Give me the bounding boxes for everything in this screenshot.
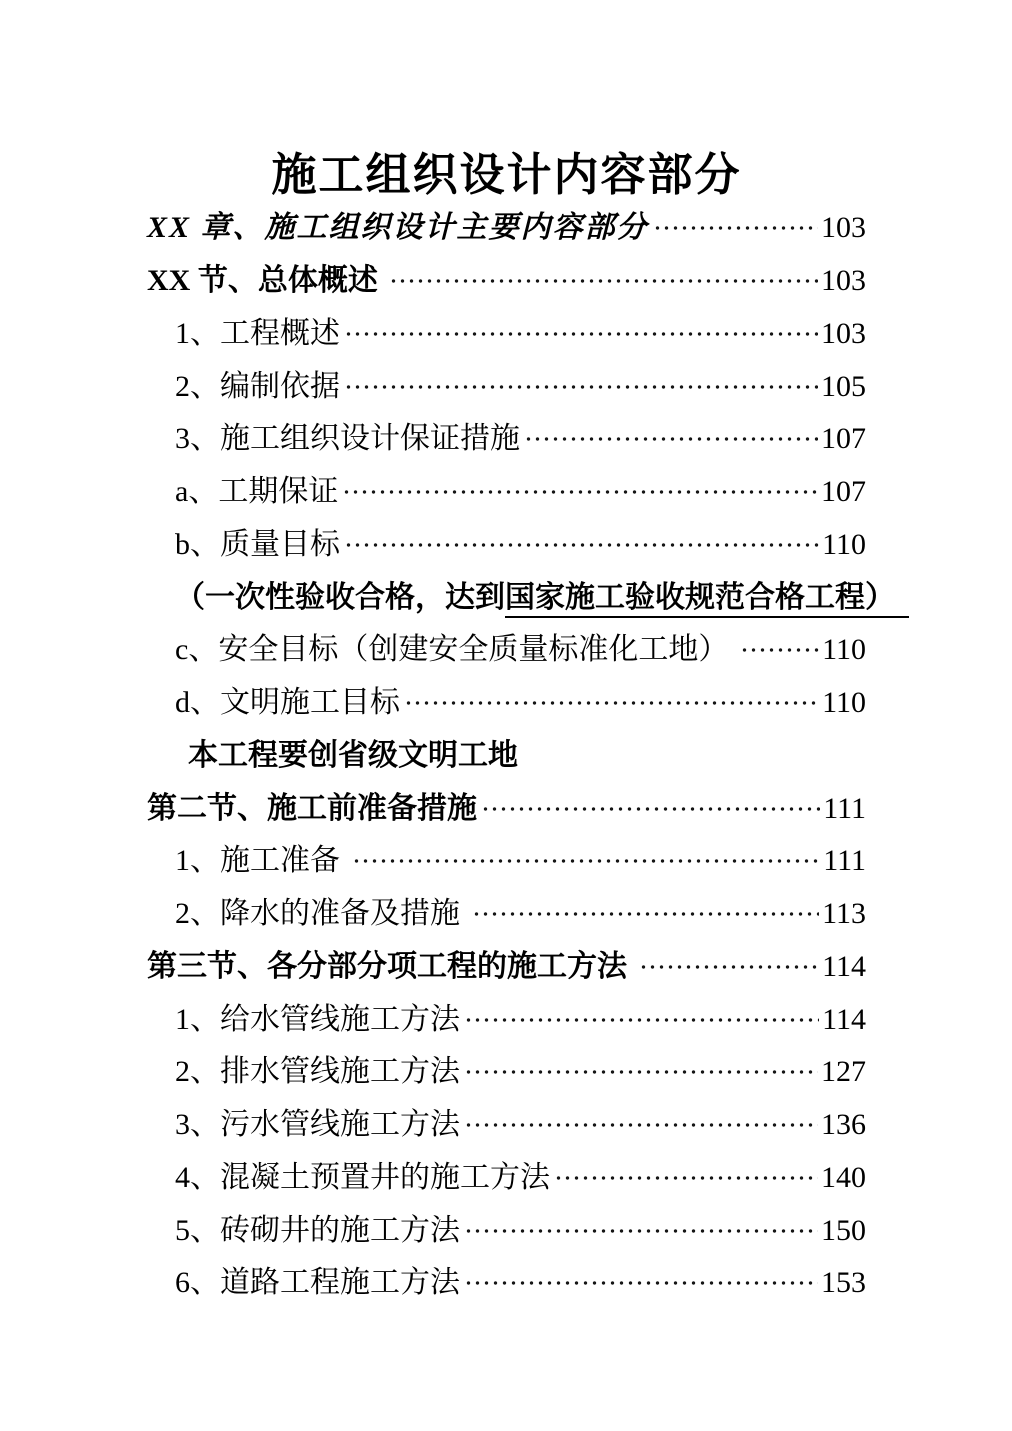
toc-entry-label: 3、施工组织设计保证措施 <box>175 422 520 456</box>
toc-entry[interactable] <box>147 1046 866 1099</box>
toc-entry-label: c、安全目标（创建安全质量标准化工地） <box>175 633 736 667</box>
dot-leader <box>344 319 818 349</box>
toc-entry-label: XX 章、施工组织设计主要内容部分 <box>147 211 649 245</box>
toc-entry-page-number: 103 <box>821 211 866 245</box>
toc-entry <box>147 571 895 624</box>
dot-leader <box>464 1216 818 1246</box>
toc-entry-label: 1、工程概述 <box>175 316 340 350</box>
toc-entry-page-number: 140 <box>821 1160 866 1194</box>
toc-entry-label: XX 节、总体概述 <box>147 264 386 298</box>
toc-entry-page-number: 110 <box>822 527 866 561</box>
dot-leader <box>554 1163 818 1193</box>
page-title: 施工组织设计内容部分 <box>271 150 742 200</box>
dot-leader <box>389 266 818 296</box>
table-of-contents <box>147 202 895 1310</box>
toc-entry[interactable] <box>147 782 866 835</box>
toc-entry-page-number: 103 <box>821 264 866 298</box>
toc-entry-label: 6、道路工程施工方法 <box>175 1266 460 1300</box>
toc-entry-page-number: 113 <box>822 897 866 931</box>
toc-entry[interactable] <box>147 624 866 677</box>
toc-entry-page-number: 110 <box>822 633 866 667</box>
toc-entry[interactable] <box>147 519 866 572</box>
toc-entry-label: 第三节、各分部分项工程的施工方法 <box>147 949 635 983</box>
toc-entry-underlined-text: 国家施工验收规范合格工程） <box>505 583 909 618</box>
toc-entry-label: 4、混凝土预置井的施工方法 <box>175 1160 550 1194</box>
toc-entry[interactable] <box>147 993 866 1046</box>
toc-entry-label: 2、编制依据 <box>175 369 340 403</box>
toc-entry[interactable] <box>147 1099 866 1152</box>
toc-entry[interactable] <box>147 1257 866 1310</box>
dot-leader <box>344 530 819 560</box>
toc-entry-label: 2、排水管线施工方法 <box>175 1055 460 1089</box>
toc-entry-page-number: 107 <box>821 475 866 509</box>
toc-entry-label: 本工程要创省级文明工地 <box>188 738 518 772</box>
dot-leader <box>344 372 818 402</box>
dot-leader <box>464 1110 818 1140</box>
toc-entry-label: b、质量目标 <box>175 527 340 561</box>
dot-leader <box>404 688 819 718</box>
toc-entry-label: 2、降水的准备及措施 <box>175 897 468 931</box>
dot-leader <box>639 952 820 982</box>
toc-entry-page-number: 153 <box>821 1266 866 1300</box>
toc-entry[interactable] <box>147 413 866 466</box>
dot-leader <box>464 1005 819 1035</box>
toc-entry-page-number: 111 <box>823 844 866 878</box>
dot-leader <box>464 1057 818 1087</box>
dot-leader <box>740 635 819 665</box>
toc-entry-page-number: 110 <box>822 686 866 720</box>
toc-entry[interactable] <box>147 466 866 519</box>
toc-entry-label: 1、施工准备 <box>175 844 348 878</box>
dot-leader <box>342 477 818 507</box>
toc-entry[interactable] <box>147 255 866 308</box>
toc-entry-page-number: 111 <box>823 791 866 825</box>
toc-entry-page-number: 105 <box>821 369 866 403</box>
toc-entry-page-number: 136 <box>821 1108 866 1142</box>
toc-entry[interactable] <box>147 1152 866 1205</box>
dot-leader <box>524 424 818 454</box>
toc-entry-page-number: 107 <box>821 422 866 456</box>
toc-entry[interactable] <box>147 941 866 994</box>
toc-entry[interactable] <box>147 835 866 888</box>
toc-entry-page-number: 103 <box>821 316 866 350</box>
toc-entry-page-number: 114 <box>822 949 866 983</box>
toc-entry-label: 5、砖砌井的施工方法 <box>175 1213 460 1247</box>
dot-leader <box>653 213 818 243</box>
dot-leader <box>352 846 821 876</box>
toc-entry-label: a、工期保证 <box>175 475 339 509</box>
toc-entry[interactable] <box>147 677 866 730</box>
dot-leader <box>472 899 820 929</box>
toc-entry-page-number: 114 <box>822 1002 866 1036</box>
toc-entry[interactable] <box>147 888 866 941</box>
toc-entry[interactable] <box>147 360 866 413</box>
dot-leader <box>464 1268 818 1298</box>
toc-entry-label: 3、污水管线施工方法 <box>175 1108 460 1142</box>
toc-entry-page-number: 150 <box>821 1213 866 1247</box>
toc-entry <box>147 730 866 783</box>
toc-entry-page-number: 127 <box>821 1055 866 1089</box>
dot-leader <box>481 794 820 824</box>
toc-entry[interactable] <box>147 202 866 255</box>
toc-entry-label: 第二节、施工前准备措施 <box>147 791 477 825</box>
toc-entry-label: （一次性验收合格，达到 <box>175 580 505 614</box>
toc-entry[interactable] <box>147 1204 866 1257</box>
toc-entry[interactable] <box>147 308 866 361</box>
toc-entry-label: d、文明施工目标 <box>175 686 400 720</box>
toc-entry-label: 1、给水管线施工方法 <box>175 1002 460 1036</box>
